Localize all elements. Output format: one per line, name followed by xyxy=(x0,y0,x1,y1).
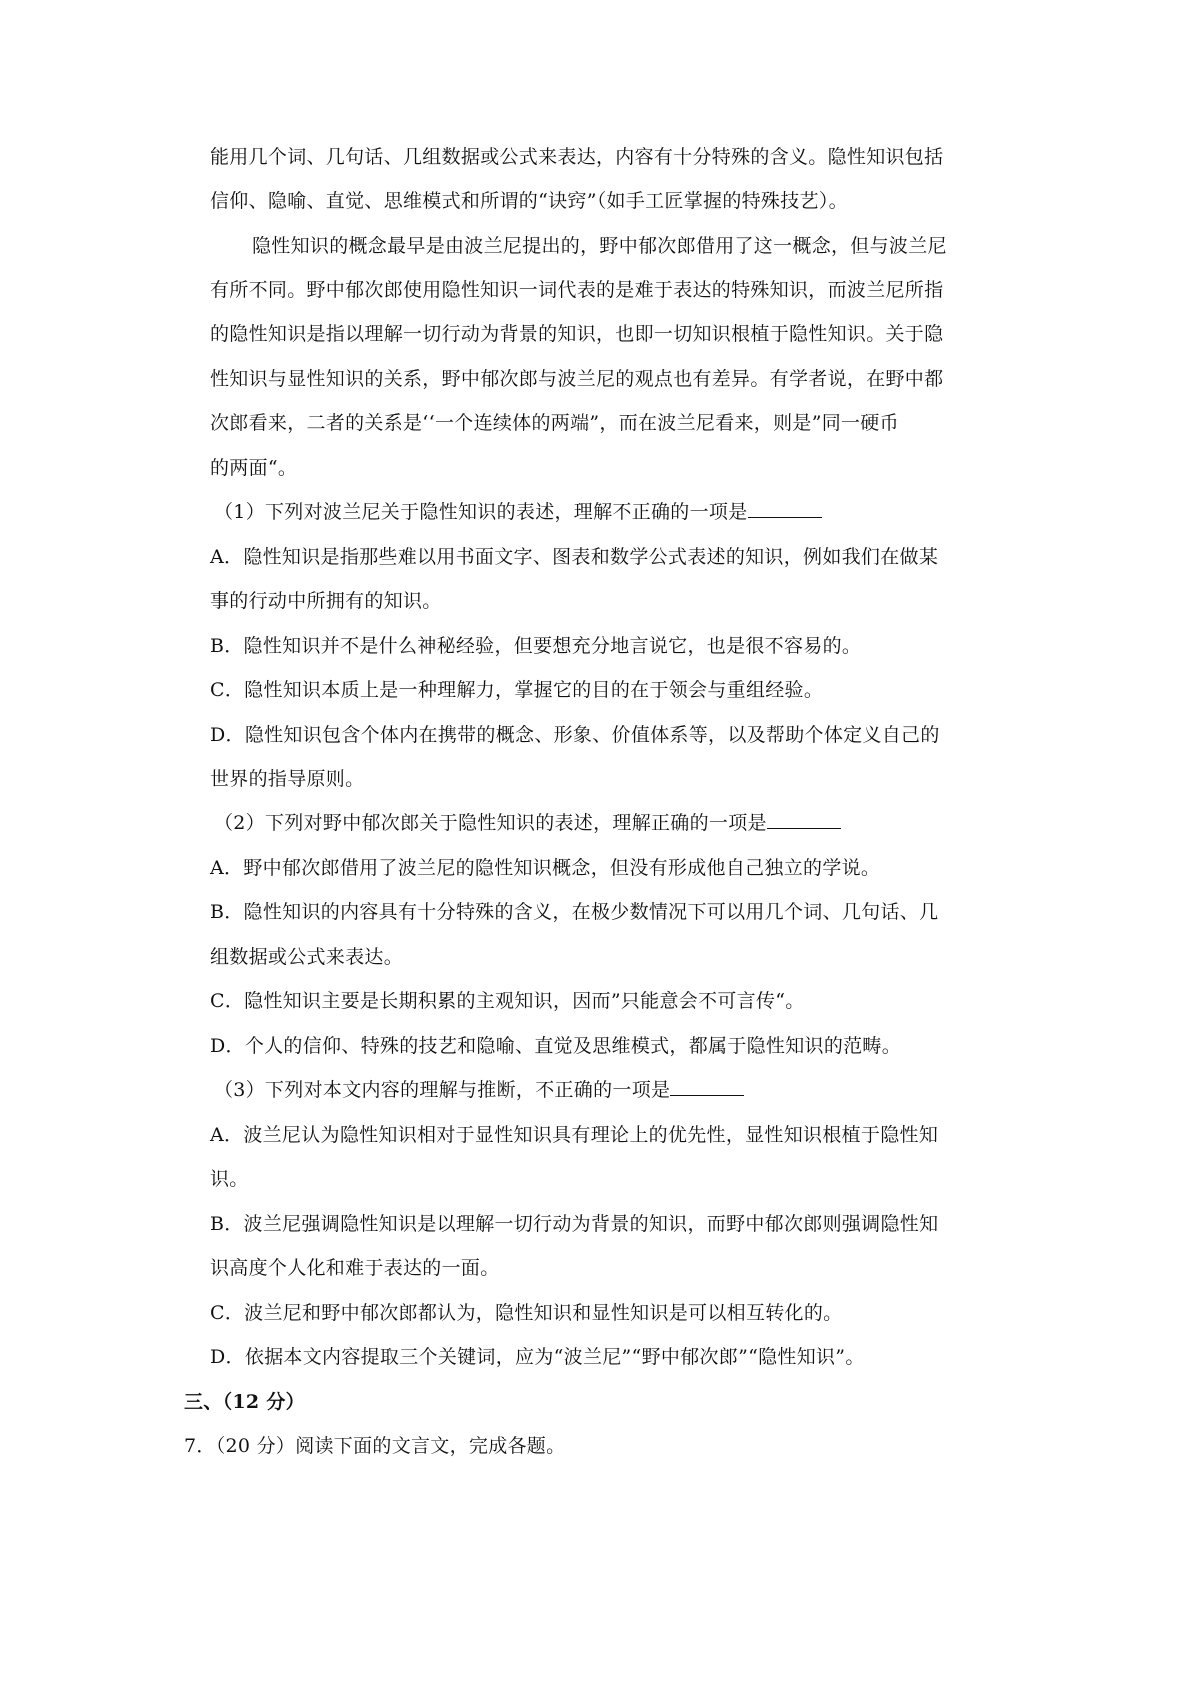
option-line: C．隐性知识主要是长期积累的主观知识，因而”只能意会不可言传“。 xyxy=(210,990,805,1012)
option-line: D．个人的信仰、特殊的技艺和隐喻、直觉及思维模式，都属于隐性知识的范畴。 xyxy=(210,1035,902,1057)
answer-blank xyxy=(670,1077,744,1096)
paragraph-line: 的隐性知识是指以理解一切行动为背景的知识，也即一切知识根植于隐性知识。关于隐 xyxy=(210,323,944,345)
paragraph-line: 隐性知识的概念最早是由波兰尼提出的，野中郁次郎借用了这一概念，但与波兰尼 xyxy=(252,235,947,257)
answer-blank xyxy=(748,499,822,518)
paragraph-line: 信仰、隐喻、直觉、思维模式和所谓的“诀窍”（如手工匠掌握的特殊技艺）。 xyxy=(210,190,848,212)
option-line: B．隐性知识的内容具有十分特殊的含义，在极少数情况下可以用几个词、几句话、几 xyxy=(210,901,939,923)
paragraph-line: 能用几个词、几句话、几组数据或公式来表达，内容有十分特殊的含义。隐性知识包括 xyxy=(210,146,944,168)
option-line: C．波兰尼和野中郁次郎都认为，隐性知识和显性知识是可以相互转化的。 xyxy=(210,1302,843,1324)
question-stem xyxy=(214,499,1034,525)
question-stem-text: （2）下列对野中郁次郎关于隐性知识的表述，理解正确的一项是 xyxy=(214,812,767,834)
option-line: 事的行动中所拥有的知识。 xyxy=(210,590,442,612)
paragraph-line: 的两面“。 xyxy=(210,457,298,479)
option-line: B．隐性知识并不是什么神秘经验，但要想充分地言说它，也是很不容易的。 xyxy=(210,635,862,657)
question-stem xyxy=(214,810,1034,836)
option-line: B．波兰尼强调隐性知识是以理解一切行动为背景的知识，而野中郁次郎则强调隐性知 xyxy=(210,1213,939,1235)
question-item: 7．（20 分）阅读下面的文言文，完成各题。 xyxy=(184,1435,566,1457)
paragraph-line: 性知识与显性知识的关系，野中郁次郎与波兰尼的观点也有差异。有学者说，在野中都 xyxy=(210,368,944,390)
option-line: 识。 xyxy=(210,1168,249,1190)
question-stem xyxy=(214,1077,1034,1103)
paragraph-line: 有所不同。野中郁次郎使用隐性知识一词代表的是难于表达的特殊知识，而波兰尼所指 xyxy=(210,279,944,301)
option-line: 识高度个人化和难于表达的一面。 xyxy=(210,1257,500,1279)
option-line: A．隐性知识是指那些难以用书面文字、图表和数学公式表述的知识，例如我们在做某 xyxy=(210,546,939,568)
section-heading: 三、（12 分） xyxy=(184,1391,305,1413)
option-line: D．依据本文内容提取三个关键词，应为“波兰尼”“野中郁次郎”“隐性知识”。 xyxy=(210,1346,865,1368)
option-line: A．野中郁次郎借用了波兰尼的隐性知识概念，但没有形成他自己独立的学说。 xyxy=(210,857,881,879)
answer-blank xyxy=(767,810,841,829)
question-stem-text: （3）下列对本文内容的理解与推断，不正确的一项是 xyxy=(214,1079,671,1101)
option-line: 世界的指导原则。 xyxy=(210,768,365,790)
paragraph-line: 次郎看来，二者的关系是‘‘一个连续体的两端”，而在波兰尼看来，则是”同一硬币 xyxy=(210,412,899,434)
option-line: A．波兰尼认为隐性知识相对于显性知识具有理论上的优先性，显性知识根植于隐性知 xyxy=(210,1124,939,1146)
option-line: C．隐性知识本质上是一种理解力，掌握它的目的在于领会与重组经验。 xyxy=(210,679,824,701)
question-stem-text: （1）下列对波兰尼关于隐性知识的表述，理解不正确的一项是 xyxy=(214,501,748,523)
option-line: 组数据或公式来表达。 xyxy=(210,946,404,968)
option-line: D．隐性知识包含个体内在携带的概念、形象、价值体系等，以及帮助个体定义自己的 xyxy=(210,724,940,746)
